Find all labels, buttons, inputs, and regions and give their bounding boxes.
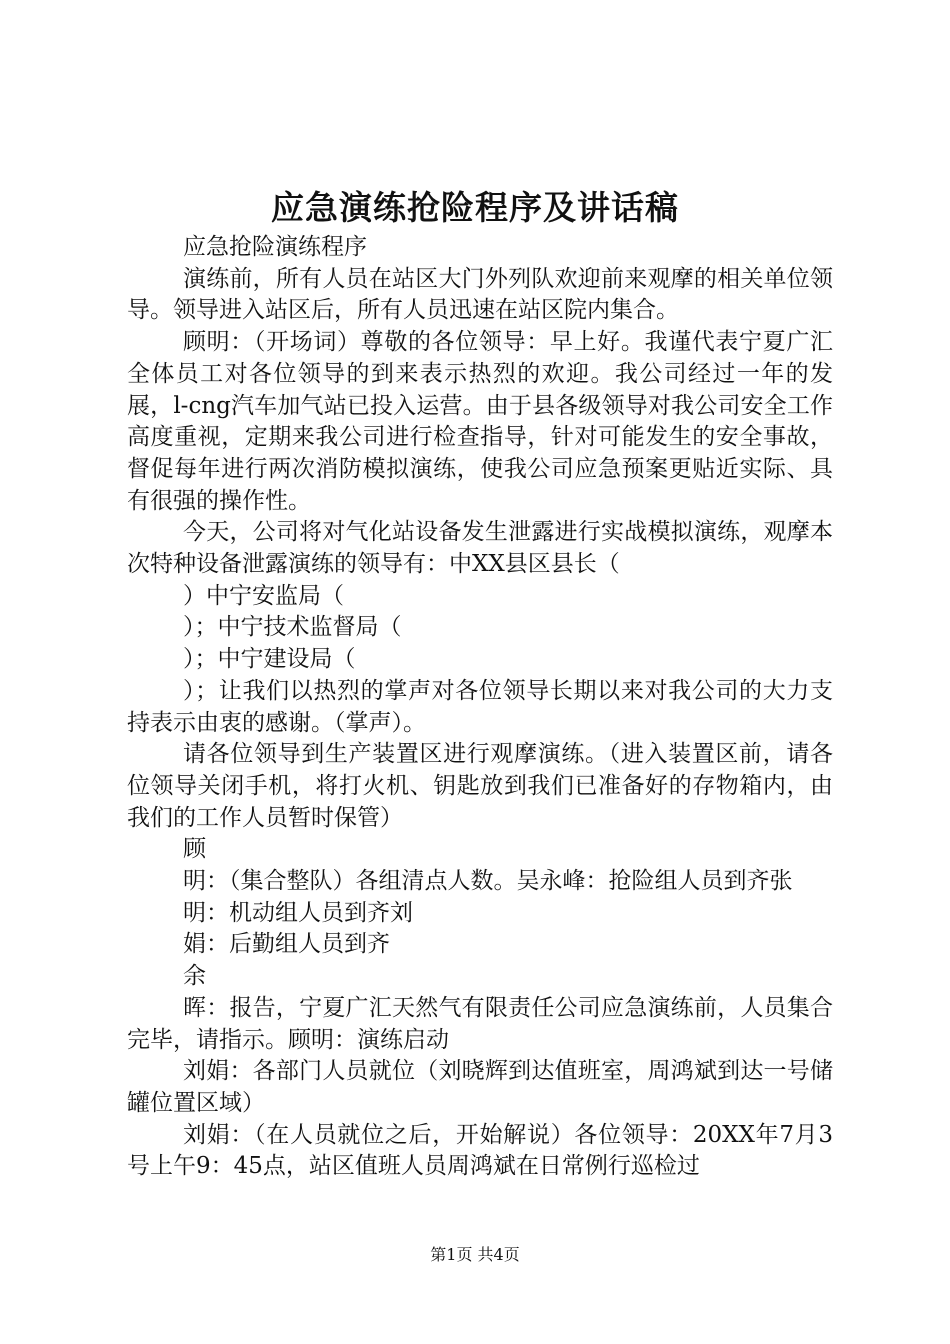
paragraph: 明：（集合整队）各组清点人数。吴永峰：抢险组人员到齐张: [183, 868, 793, 895]
paragraph: ）中宁安监局（: [183, 582, 344, 609]
document-body: [127, 232, 833, 1183]
paragraph: 明：机动组人员到齐刘: [183, 899, 413, 926]
paragraph: 刘娟：（在人员就位之后，开始解说）各位领导：20XX年7月3号上午9：45点，站区值班人员周鸿斌在日常例行巡检过: [127, 1121, 833, 1180]
paragraph: ）；让我们以热烈的掌声对各位领导长期以来对我公司的大力支持表示由衷的感谢。（掌声）。: [127, 677, 833, 736]
paragraph: 请各位领导到生产装置区进行观摩演练。（进入装置区前，请各位领导关闭手机，将打火机、钥匙放到我们已准备好的存物箱内，由我们的工作人员暂时保管）: [127, 741, 833, 831]
page-footer: 第1页 共4页: [430, 1245, 520, 1264]
paragraph: 演练前，所有人员在站区大门外列队欢迎前来观摩的相关单位领导。领导进入站区后，所有人员迅速在站区院内集合。: [127, 265, 833, 324]
paragraph: 顾: [183, 836, 206, 863]
paragraph: 应急抢险演练程序: [183, 234, 367, 260]
paragraph: ）；中宁建设局（: [183, 646, 356, 673]
paragraph: 晖：报告，宁夏广汇天然气有限责任公司应急演练前，人员集合完毕，请指示。顾明：演练启动: [127, 994, 833, 1053]
paragraph: 顾明：（开场词）尊敬的各位领导：早上好。我谨代表宁夏广汇全体员工对各位领导的到来表示热烈的欢迎。我公司经过一年的发展，l-cng汽车加气站已投入运营。由于县各级领导对我公司安全工作高度重视，定期来我公司进行检查指导，针对可能发生的安全事故，督促每年进行两次消防模拟演练，使我公司应急预案更贴近实际、具有很强的操作性。: [127, 329, 833, 514]
paragraph: 余: [183, 963, 206, 990]
paragraph: 娟：后勤组人员到齐: [183, 931, 390, 958]
paragraph: 今天，公司将对气化站设备发生泄露进行实战模拟演练，观摩本次特种设备泄露演练的领导有：中XX县区县长（: [127, 519, 833, 578]
paragraph: 刘娟：各部门人员就位（刘晓辉到达值班室，周鸿斌到达一号储罐位置区域）: [127, 1058, 833, 1116]
paragraph: ）；中宁技术监督局（: [183, 614, 402, 641]
document-title: 应急演练抢险程序及讲话稿: [271, 188, 679, 227]
